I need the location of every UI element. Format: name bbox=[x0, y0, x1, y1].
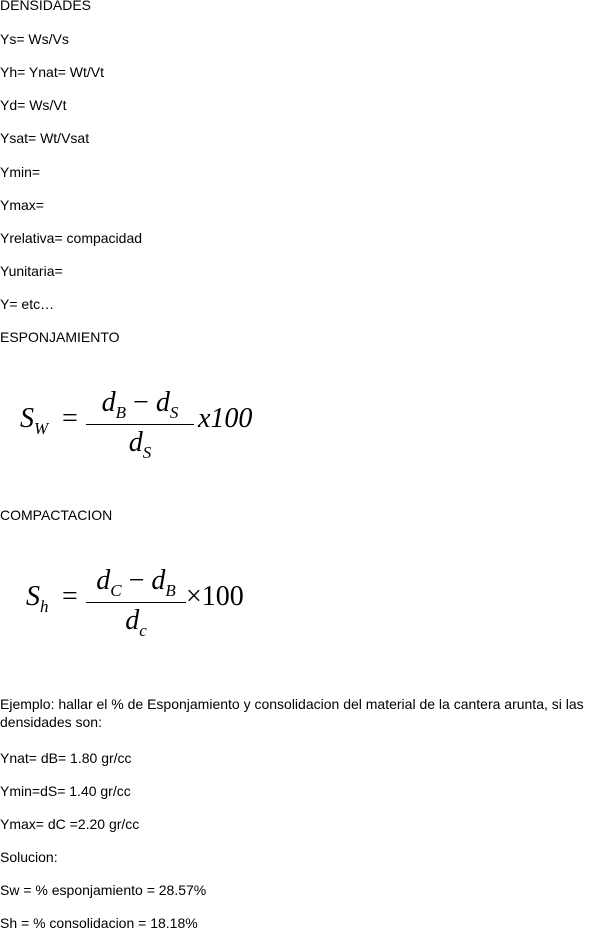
formula-minus: − bbox=[128, 565, 145, 596]
density-line-ys: Ys= Ws/Vs bbox=[0, 31, 69, 47]
formula-lhs: S bbox=[20, 403, 34, 434]
density-line-ysat: Ysat= Wt/Vsat bbox=[0, 130, 90, 146]
density-line-yh: Yh= Ynat= Wt/Vt bbox=[0, 64, 105, 80]
formula-num-a: d bbox=[96, 565, 111, 596]
esponjamiento-heading: ESPONJAMIENTO bbox=[0, 329, 120, 345]
formula-den: d bbox=[125, 605, 140, 636]
formula-den: d bbox=[128, 427, 143, 458]
formula-minus: − bbox=[133, 387, 149, 418]
compactacion-formula bbox=[26, 566, 266, 646]
formula-lhs-sub: W bbox=[34, 419, 49, 438]
ejemplo-data-ymax: Ymax= dC =2.20 gr/cc bbox=[0, 816, 140, 832]
formula-equals: = bbox=[62, 581, 78, 612]
formula-factor: ×100 bbox=[186, 581, 244, 612]
formula-numerator bbox=[86, 566, 186, 599]
density-line-yunitaria: Yunitaria= bbox=[0, 263, 63, 279]
density-line-ymin: Ymin= bbox=[0, 164, 41, 180]
formula-num-b: d bbox=[151, 565, 166, 596]
density-line-yrelativa: Yrelativa= compacidad bbox=[0, 230, 143, 246]
formula-den-sub: S bbox=[142, 443, 152, 462]
fraction-bar bbox=[86, 424, 194, 425]
esponjamiento-formula bbox=[20, 388, 260, 468]
ejemplo-statement: Ejemplo: hallar el % de Esponjamiento y consolidacion del material de la cantera arunta, si las densidades son: bbox=[0, 696, 584, 730]
formula-denominator bbox=[86, 606, 186, 639]
formula-equals: = bbox=[62, 403, 78, 434]
formula-denominator bbox=[86, 428, 194, 461]
formula-num-a: d bbox=[101, 387, 116, 418]
solucion-label: Solucion: bbox=[0, 849, 58, 865]
result-sh: Sh = % consolidacion = 18.18% bbox=[0, 915, 198, 931]
ejemplo-data-ynat: Ynat= dB= 1.80 gr/cc bbox=[0, 750, 132, 766]
density-line-etc: Y= etc… bbox=[0, 296, 55, 312]
fraction-bar bbox=[86, 602, 186, 603]
formula-den-sub: c bbox=[139, 621, 147, 640]
formula-factor-text: x100 bbox=[198, 403, 253, 434]
ejemplo-data-ymin: Ymin=dS= 1.40 gr/cc bbox=[0, 783, 131, 799]
densidades-heading: DENSIDADES bbox=[0, 0, 92, 13]
density-line-yd: Yd= Ws/Vt bbox=[0, 97, 67, 113]
formula-num-b: d bbox=[155, 387, 170, 418]
formula-factor bbox=[198, 404, 252, 434]
result-sw: Sw = % esponjamiento = 28.57% bbox=[0, 882, 207, 898]
formula-num-b-sub: S bbox=[169, 403, 179, 422]
formula-numerator bbox=[86, 388, 194, 421]
compactacion-heading: COMPACTACION bbox=[0, 507, 113, 523]
density-line-ymax: Ymax= bbox=[0, 197, 44, 213]
formula-num-b-sub: B bbox=[165, 581, 176, 600]
formula-num-a-sub: C bbox=[110, 581, 122, 600]
formula-lhs-sub: h bbox=[40, 597, 49, 616]
formula-num-a-sub: B bbox=[115, 403, 127, 422]
formula-lhs: S bbox=[26, 581, 40, 612]
